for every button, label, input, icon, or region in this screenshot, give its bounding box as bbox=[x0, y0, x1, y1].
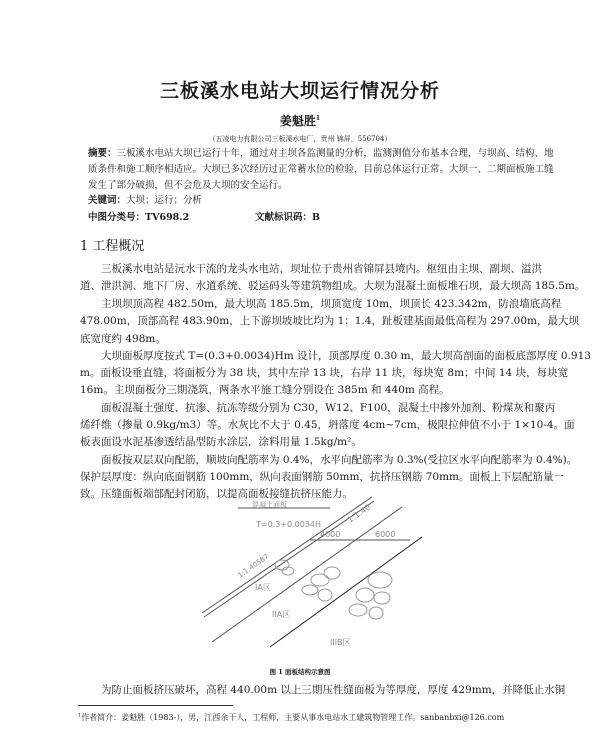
body-line: 16m。主坝面板分三期浇筑，两条水平施工缝分别设在 385m 和 440m 高程。 bbox=[80, 384, 450, 396]
label-dimension-6000: 6000 bbox=[375, 530, 396, 539]
slab-top-line bbox=[202, 497, 372, 613]
classification-label: 中图分类号： bbox=[88, 212, 146, 223]
body-line: 为防止面板挤压破坏，高程 440.00m 以上三期压性缝面板为等厚度，厚度 429mm，并降低止水铜 bbox=[80, 684, 566, 696]
label-zone-iiib: IIIB区 bbox=[330, 638, 351, 647]
document-code-value: B bbox=[312, 212, 321, 223]
label-slope-top: 1:1.40 bbox=[345, 502, 373, 525]
body-line: 板表面设水泥基渗透结晶型防水涂层，涂料用量 1.5kg/m²。 bbox=[80, 436, 362, 448]
document-code-label: 文献标识码： bbox=[255, 212, 313, 223]
label-dimension-4000: 4000 bbox=[320, 530, 341, 539]
label-slab: 混凝土面板 bbox=[252, 501, 287, 509]
keywords-label: 关键词： bbox=[88, 195, 127, 206]
footnote-divider bbox=[78, 705, 233, 706]
body-line: 致。压缝面板端部配封闭筋，以提高面板接缝抗挤压能力。 bbox=[80, 488, 353, 500]
figure-caption: 图 1 面板结构示意图 bbox=[269, 668, 331, 676]
abstract-line: 发生了部分破损，但不会危及大坝的安全运行。 bbox=[88, 180, 288, 191]
author-name: 姜魁胜 bbox=[279, 114, 316, 128]
abstract-label: 摘要： bbox=[88, 148, 117, 159]
keywords bbox=[88, 194, 522, 208]
abstract-line: 质条件和施工顺序相适应。大坝已多次经历过正常蓄水位的检验，目前总体运行正常。大坝一、二期面板施工缝 bbox=[88, 164, 554, 175]
footnote-mark: 1 bbox=[78, 712, 82, 719]
document-code bbox=[255, 209, 320, 223]
body-line: 大坝面板厚度按式 T=(0.3+0.0034)Hm 设计，顶部厚度 0.30 m，最大坝高剖面的面板底部厚度 0.913 bbox=[80, 350, 591, 362]
body-line: 面板混凝土强度、抗渗、抗冻等级分别为 C30，W12、F100，混凝土中掺外加剂、粉煤灰和聚丙 bbox=[80, 402, 556, 414]
body-line: 三板溪水电站是沅水干流的龙头水电站，坝址位于贵州省锦屏县境内。枢纽由主坝、副坝、溢洪 bbox=[80, 263, 542, 275]
label-thickness-formula: T=0.3+0.0034H bbox=[256, 520, 322, 529]
body-line: 保护层厚度：纵向底面钢筋 100mm，纵向表面钢筋 50mm，抗挤压钢筋 70mm。面板上下层配筋量一 bbox=[80, 471, 565, 483]
author-footnote-mark: 1 bbox=[315, 115, 321, 122]
body-line: 面板按双层双向配筋，顺坡向配筋率为 0.4%，水平向配筋率为 0.3%(受拉区水平向配筋率为 0.4%)。 bbox=[80, 454, 578, 466]
body-line: 烯纤维（掺量 0.9kg/m3）等。水灰比不大于 0.45，坍落度 4cm~7cm，极限拉伸值不小于 1×10-4。面 bbox=[80, 419, 575, 431]
author bbox=[0, 112, 600, 129]
paper-title: 三板溪水电站大坝运行情况分析 bbox=[159, 80, 440, 102]
classification-value: TV698.2 bbox=[145, 212, 190, 223]
label-slope-left: 1:1.40587 bbox=[236, 552, 271, 580]
body-line: 478.00m，顶部高程 483.90m，上下游坝坡坡比均为 1：1.4，趾板建基面最低高程为 297.00m，最大坝 bbox=[80, 315, 579, 327]
label-zone-ia: IA区 bbox=[255, 583, 271, 592]
zone-boundary-line bbox=[270, 537, 422, 647]
abstract-line bbox=[88, 147, 554, 161]
body-line: 道、泄洪洞、地下厂房、水道系统、驳运码头等建筑物组成。大坝为混凝土面板堆石坝，最大坝高 185.5m。 bbox=[80, 280, 586, 292]
rockfill-stones bbox=[275, 560, 392, 619]
section-heading: 1 工程概况 bbox=[80, 239, 145, 254]
body-line: 主坝坝顶高程 482.50m，最大坝高 185.5m，坝顶宽度 10m，坝顶长 423.342m，防浪墙底高程 bbox=[80, 298, 562, 310]
abstract-text: 三板溪水电站大坝已运行十年，通过对主坝各监测量的分析，监测测值分布基本合理，与坝高、结构、地 bbox=[116, 148, 554, 159]
footnote-text: 作者简介：姜魁胜（1983-），男，江西余干人，工程师，主要从事水电站水工建筑物管理工作。sanbanbxi@126.com bbox=[81, 713, 505, 722]
affiliation: （五凌电力有限公司三板溪水电厂，贵州 锦屏，556704） bbox=[208, 135, 392, 143]
label-zone-iia: IIA区 bbox=[272, 610, 291, 619]
body-line: m。面板设垂直缝，将面板分为 38 块，其中左岸 13 块，右岸 11 块，每块宽 8m；中间 14 块，每块宽 bbox=[80, 367, 569, 379]
figure-panel-structure bbox=[170, 495, 450, 655]
body-line: 底宽度约 498m。 bbox=[80, 333, 166, 345]
classification bbox=[88, 209, 189, 223]
footnote bbox=[78, 712, 504, 723]
keywords-value: 大坝；运行；分析 bbox=[126, 195, 203, 206]
